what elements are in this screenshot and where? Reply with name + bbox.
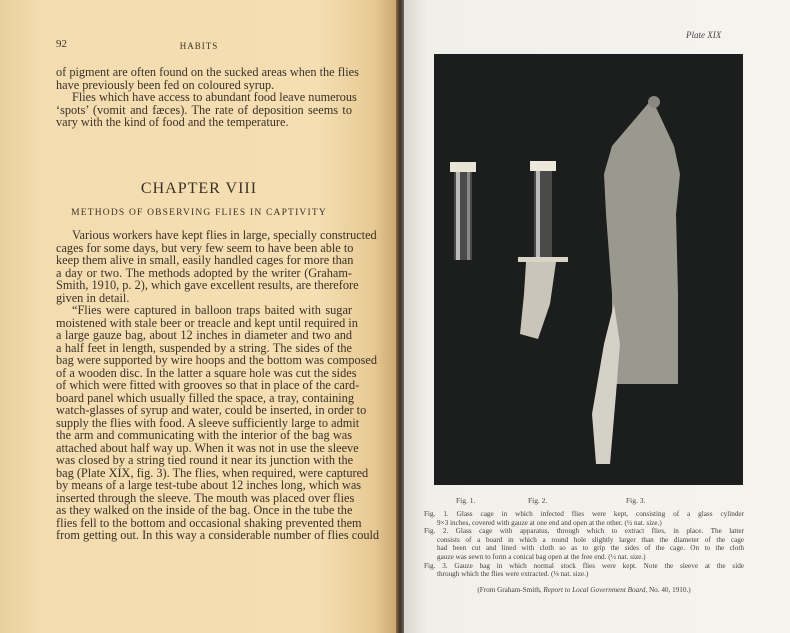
body-text — [56, 228, 380, 542]
plate-photograph — [434, 54, 743, 485]
source-title: Report to Local Government Board — [543, 586, 646, 594]
text-line: cages for some days, but very few seem to have been able to — [56, 240, 354, 255]
running-head: HABITS — [179, 41, 219, 51]
text-line: as they walked on the inside of the bag. Once in the tube the — [56, 503, 353, 517]
text-line: from getting out. In this way a considerable number of flies could — [56, 528, 380, 542]
plate-captions — [424, 510, 744, 579]
text-line: “Flies were captured in balloon traps baited with sugar — [72, 303, 352, 317]
fig-3-label: Fig. 3. — [626, 496, 646, 505]
text-line: watch-glasses of syrup and water, could be inserted, in order to — [56, 403, 367, 417]
text-line: inserted through the sleeve. The mouth was placed over flies — [56, 490, 355, 505]
text-line: given in detail. — [56, 290, 130, 305]
fig1-glass-cage — [450, 162, 476, 260]
fig3-gauze-bag — [592, 96, 680, 464]
text-line: ‘spots’ (vomit and fæces). The rate of deposition seems to — [56, 102, 352, 117]
text-line: bag were supported by wire hoops and the bottom was composed — [56, 353, 378, 367]
text-line: supply the flies with food. A sleeve sufficiently large to admit — [56, 415, 360, 430]
text-line: of which were fitted with grooves so that in place of the card- — [56, 378, 360, 392]
caption-line: 9×3 inches, covered with gauze at one end and open at the other. (½ nat. size.) — [437, 518, 662, 527]
source-citation — [424, 586, 744, 594]
text-line: a half feet in length, suspended by a string. The sides of the — [56, 340, 352, 355]
source-suffix: , No. 40, 1910.) — [645, 586, 691, 594]
text-line: moistened with stale beer or treacle and kept until required in — [56, 315, 358, 330]
text-line: flies fell to the bottom and occasional shaking prevented them — [56, 515, 362, 530]
caption-line: had been cut and lined with cloth so as to grip the sides of the cage. On to the cloth — [437, 544, 744, 553]
text-line: of pigment are often found on the sucked areas when the flies — [56, 65, 359, 79]
caption-line: through which the flies were extracted. (⅛ nat. size.) — [437, 570, 589, 579]
text-line: vary with the kind of food and the temperature. — [56, 115, 289, 129]
text-line: of a wooden disc. In the latter a square hole was cut the sides — [56, 365, 357, 380]
top-text — [56, 65, 359, 129]
fig-2-label: Fig. 2. — [528, 496, 548, 505]
text-line: by means of a large test-tube about 12 inches long, which was — [56, 478, 362, 492]
caption-line: Fig. 1. Glass cage in which infected flies were kept, consisting of a glass cylinder — [424, 510, 744, 518]
text-line: Smith, 1910, p. 2), which gave excellent results, are therefore — [56, 278, 359, 292]
fig-1-label: Fig. 1. — [456, 496, 476, 505]
plate-label: Plate XIX — [686, 30, 722, 40]
fig2-cage-with-apparatus — [518, 161, 568, 339]
text-line: bag (Plate XIX, fig. 3). The flies, when required, were captured — [56, 465, 369, 480]
chapter-title: CHAPTER VIII — [140, 180, 258, 197]
source-prefix: (From Graham-Smith, — [477, 586, 544, 594]
chapter-subtitle: METHODS OF OBSERVING FLIES IN CAPTIVITY — [71, 208, 327, 218]
text-line: a large gauze bag, about 12 inches in diameter and two and — [56, 328, 352, 342]
text-line: attached about half way up. When it was not in use the sleeve — [56, 440, 359, 455]
page-number: 92 — [56, 38, 67, 50]
text-line: Various workers have kept flies in large, specially constructed — [72, 228, 377, 242]
caption-line: Fig. 2. Glass cage with apparatus, through which to extract flies, in place. The latter — [424, 527, 744, 536]
text-line: have previously been fed on coloured syrup. — [56, 77, 275, 92]
text-line: keep them alive in small, easily handled cages for more than — [56, 253, 354, 267]
text-line: board panel which usually filled the space, a tray, containing — [56, 390, 354, 405]
book-gutter — [396, 0, 404, 633]
text-line: Flies which have access to abundant food leave numerous — [72, 90, 357, 104]
text-line: the arm and communicating with the interior of the bag was — [56, 428, 352, 442]
text-line: was closed by a string tied round it near its junction with the — [56, 453, 354, 467]
caption-line: gauze was sewn to form a conical bag open at the free end. (½ nat. size.) — [437, 552, 646, 561]
text-line: a day or two. The methods adopted by the writer (Graham- — [56, 265, 352, 280]
caption-line: Fig. 3. Gauze bag in which normal stock flies were kept. Note the sleeve at the side — [424, 561, 744, 570]
caption-line: consists of a board in which a round hole slightly larger than the diameter of the cage — [437, 535, 744, 544]
